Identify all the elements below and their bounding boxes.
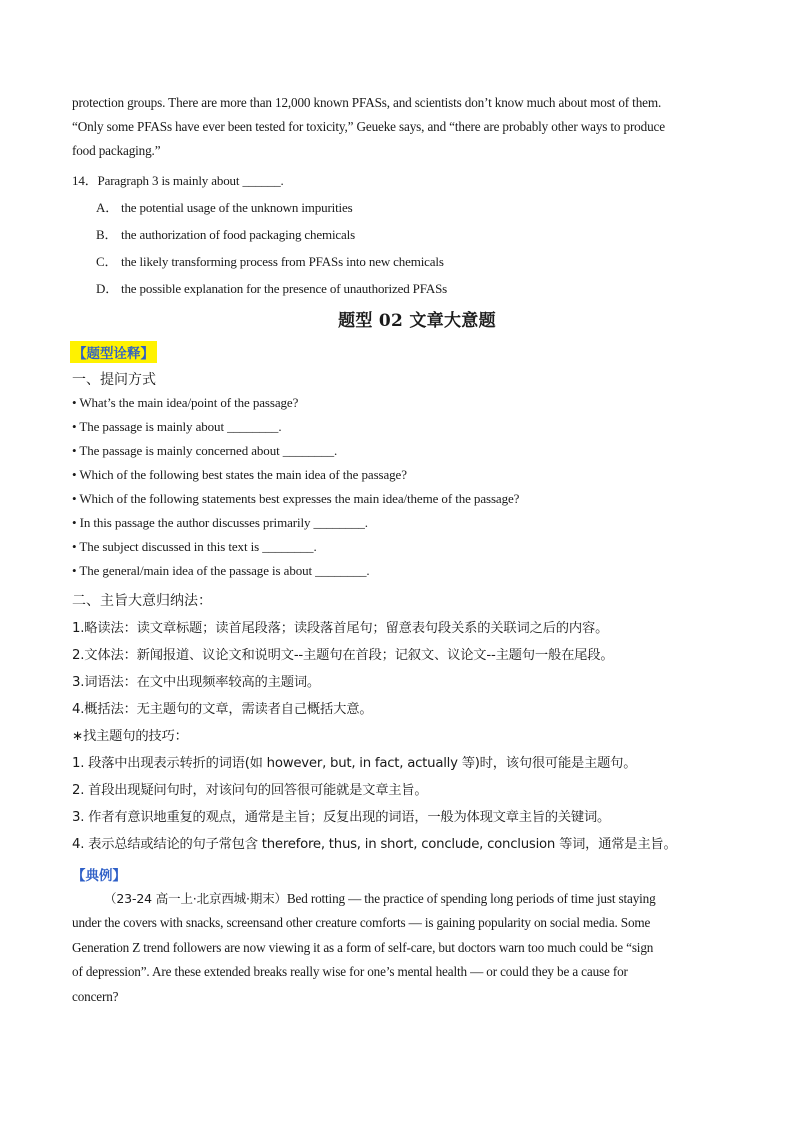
option-text: the authorization of food packaging chemicals xyxy=(121,227,356,242)
bullet-item: • What’s the main idea/point of the passage? xyxy=(72,395,299,410)
bullet-item: • Which of the following best states the main idea of the passage? xyxy=(72,467,407,482)
tips-heading: ∗找主题句的技巧： xyxy=(72,729,188,744)
bullet-item: • The passage is mainly concerned about ________. xyxy=(72,443,338,458)
method-item: 2.文体法：新闻报道、议论文和说明文--主题句在首段；记叙文、议论文--主题句一般在尾段。 xyxy=(72,648,614,663)
option-text: the likely transforming process from PFASs into new chemicals xyxy=(121,254,444,269)
example-line xyxy=(104,889,656,907)
option-text: the possible explanation for the presence of unauthorized PFASs xyxy=(121,281,448,296)
subheading: 一、提问方式 xyxy=(72,372,156,388)
method-item: 4.概括法：无主题句的文章，需读者自己概括大意。 xyxy=(72,702,373,717)
bullet-item: • The passage is mainly about ________. xyxy=(72,419,282,434)
option-d xyxy=(96,278,447,297)
option-text: the potential usage of the unknown impurities xyxy=(121,200,353,215)
highlight-label: 【题型诠释】 xyxy=(70,341,157,363)
example-label: 【典例】 xyxy=(72,868,126,884)
question-stem: 14．Paragraph 3 is mainly about ______. xyxy=(72,173,284,188)
option-b xyxy=(96,224,355,243)
tip-item: 2. 首段出现疑问句时，对该问句的回答很可能就是文章主旨。 xyxy=(72,783,428,798)
subheading: 二、主旨大意归纳法： xyxy=(72,593,212,609)
option-letter: D． xyxy=(96,281,119,296)
example-line: Generation Z trend followers are now viewing it as a form of self-care, but doctors warn too much could be “sign xyxy=(72,940,654,955)
section-title: 题型 02 文章大意题 xyxy=(338,311,496,331)
passage-line: protection groups. There are more than 12,000 known PFASs, and scientists don’t know much about most of them. xyxy=(72,95,662,110)
example-line: under the covers with snacks, screensand other creature comforts — is gaining popularity on social media. Some xyxy=(72,915,651,930)
option-c xyxy=(96,251,444,270)
bullet-item: • The general/main idea of the passage is about ________. xyxy=(72,563,370,578)
passage-line: food packaging.” xyxy=(72,143,161,158)
passage-line: “Only some PFASs have ever been tested for toxicity,” Geueke says, and “there are probably other ways to produce xyxy=(72,119,665,134)
option-letter: A． xyxy=(96,200,119,215)
example-text: Bed rotting — the practice of spending long periods of time just staying xyxy=(286,891,656,906)
option-letter: C． xyxy=(96,254,118,269)
method-item: 3.词语法：在文中出现频率较高的主题词。 xyxy=(72,675,321,690)
example-line: concern? xyxy=(72,989,119,1004)
example-line: of depression”. Are these extended breaks really wise for one’s mental health — or could they be a cause for xyxy=(72,964,628,979)
tip-item: 1. 段落中出现表示转折的词语(如 however, but, in fact, actually 等)时，该句很可能是主题句。 xyxy=(72,756,637,771)
bullet-item: • Which of the following statements best expresses the main idea/theme of the passage? xyxy=(72,491,520,506)
option-letter: B． xyxy=(96,227,118,242)
bullet-item: • In this passage the author discusses primarily ________. xyxy=(72,515,368,530)
method-item: 1.略读法：读文章标题；读首尾段落；读段落首尾句；留意表句段关系的关联词之后的内容。 xyxy=(72,621,609,636)
example-source: （23-24 高一上·北京西城·期末） xyxy=(104,891,287,906)
bullet-item: • The subject discussed in this text is ________. xyxy=(72,539,317,554)
tip-item: 4. 表示总结或结论的句子常包含 therefore, thus, in short, conclude, conclusion 等词，通常是主旨。 xyxy=(72,837,677,852)
tip-item: 3. 作者有意识地重复的观点，通常是主旨；反复出现的词语，一般为体现文章主旨的关键词。 xyxy=(72,810,611,825)
option-a xyxy=(96,197,353,216)
